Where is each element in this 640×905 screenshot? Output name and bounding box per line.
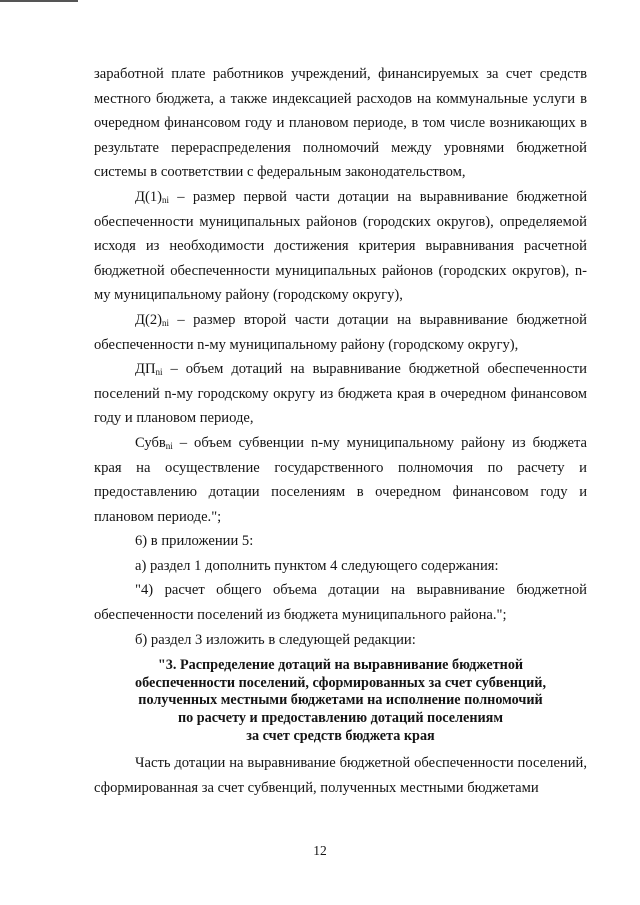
d1-symbol: Д(1)	[135, 188, 162, 205]
item-6: 6) в приложении 5:	[135, 533, 254, 550]
dp-subscript: ni	[155, 367, 163, 378]
d2-symbol: Д(2)	[135, 311, 162, 328]
paragraph-continuation: заработной плате работников учреждений, финансируемых за счет средств местного бюджета, а также индексацией расходов на коммунальные услуги в очередном финансовом году и плановом периоде, в том числе возникающих в результате перераспределения полномочий между уровнями бюджетной системы в соответствии с федеральным законодательством,	[94, 66, 587, 181]
heading-line-3: полученных местными бюджетами на исполнение полномочий	[138, 692, 543, 709]
dp-text: – объем дотаций на выравнивание бюджетной обеспеченности поселений n-му городскому округу из бюджета края в очередном финансовом году и плановом периоде,	[94, 361, 587, 427]
quoted-point-4: "4) расчет общего объема дотации на выравнивание бюджетной обеспеченности поселений из бюджета муниципального района.";	[94, 582, 587, 624]
d2-subscript: ni	[161, 317, 169, 328]
item-a: а) раздел 1 дополнить пунктом 4 следующего содержания:	[135, 557, 499, 574]
item-b: б) раздел 3 изложить в следующей редакции:	[135, 631, 416, 648]
section-3-heading	[94, 657, 587, 745]
paragraph-subv-definition	[94, 431, 587, 529]
subv-text: – объем субвенции n-му муниципальному району из бюджета края на осуществление государственного полномочия по расчету и предоставлению дотации поселениям в очередном финансовом году и плановом периоде.";	[94, 434, 587, 525]
document-page	[94, 62, 587, 800]
page-number: 12	[313, 843, 327, 858]
d1-text: – размер первой части дотации на выравнивание бюджетной обеспеченности муниципальных районов (городских округов), определяемой исходя из необходимости достижения критерия выравнивания расчетной бюджетной обеспеченности муниципальных районов (городских округов), n-му муниципальному району (городскому округу),	[94, 188, 587, 304]
d1-subscript: ni	[161, 194, 169, 205]
dp-symbol: ДП	[135, 361, 156, 378]
heading-line-1: "3. Распределение дотаций на выравнивание бюджетной	[157, 657, 524, 674]
heading-line-5: за счет средств бюджета края	[246, 727, 435, 744]
paragraph-d2-definition	[94, 308, 587, 357]
scan-edge-mark	[0, 0, 78, 2]
paragraph-d1-definition	[94, 185, 587, 308]
subv-subscript: ni	[165, 440, 173, 451]
heading-line-2: обеспеченности поселений, сформированных за счет субвенций,	[135, 674, 546, 691]
paragraph-dp-definition	[94, 357, 587, 431]
heading-line-4: по расчету и предоставлению дотаций поселениям	[177, 710, 504, 727]
subv-symbol: Субв	[135, 434, 166, 451]
d2-text: – размер второй части дотации на выравнивание бюджетной обеспеченности n-му муниципальному району (городскому округу),	[94, 311, 587, 353]
paragraph-section-3-body: Часть дотации на выравнивание бюджетной обеспеченности поселений, сформированная за счет субвенций, полученных местными бюджетами	[94, 755, 587, 796]
